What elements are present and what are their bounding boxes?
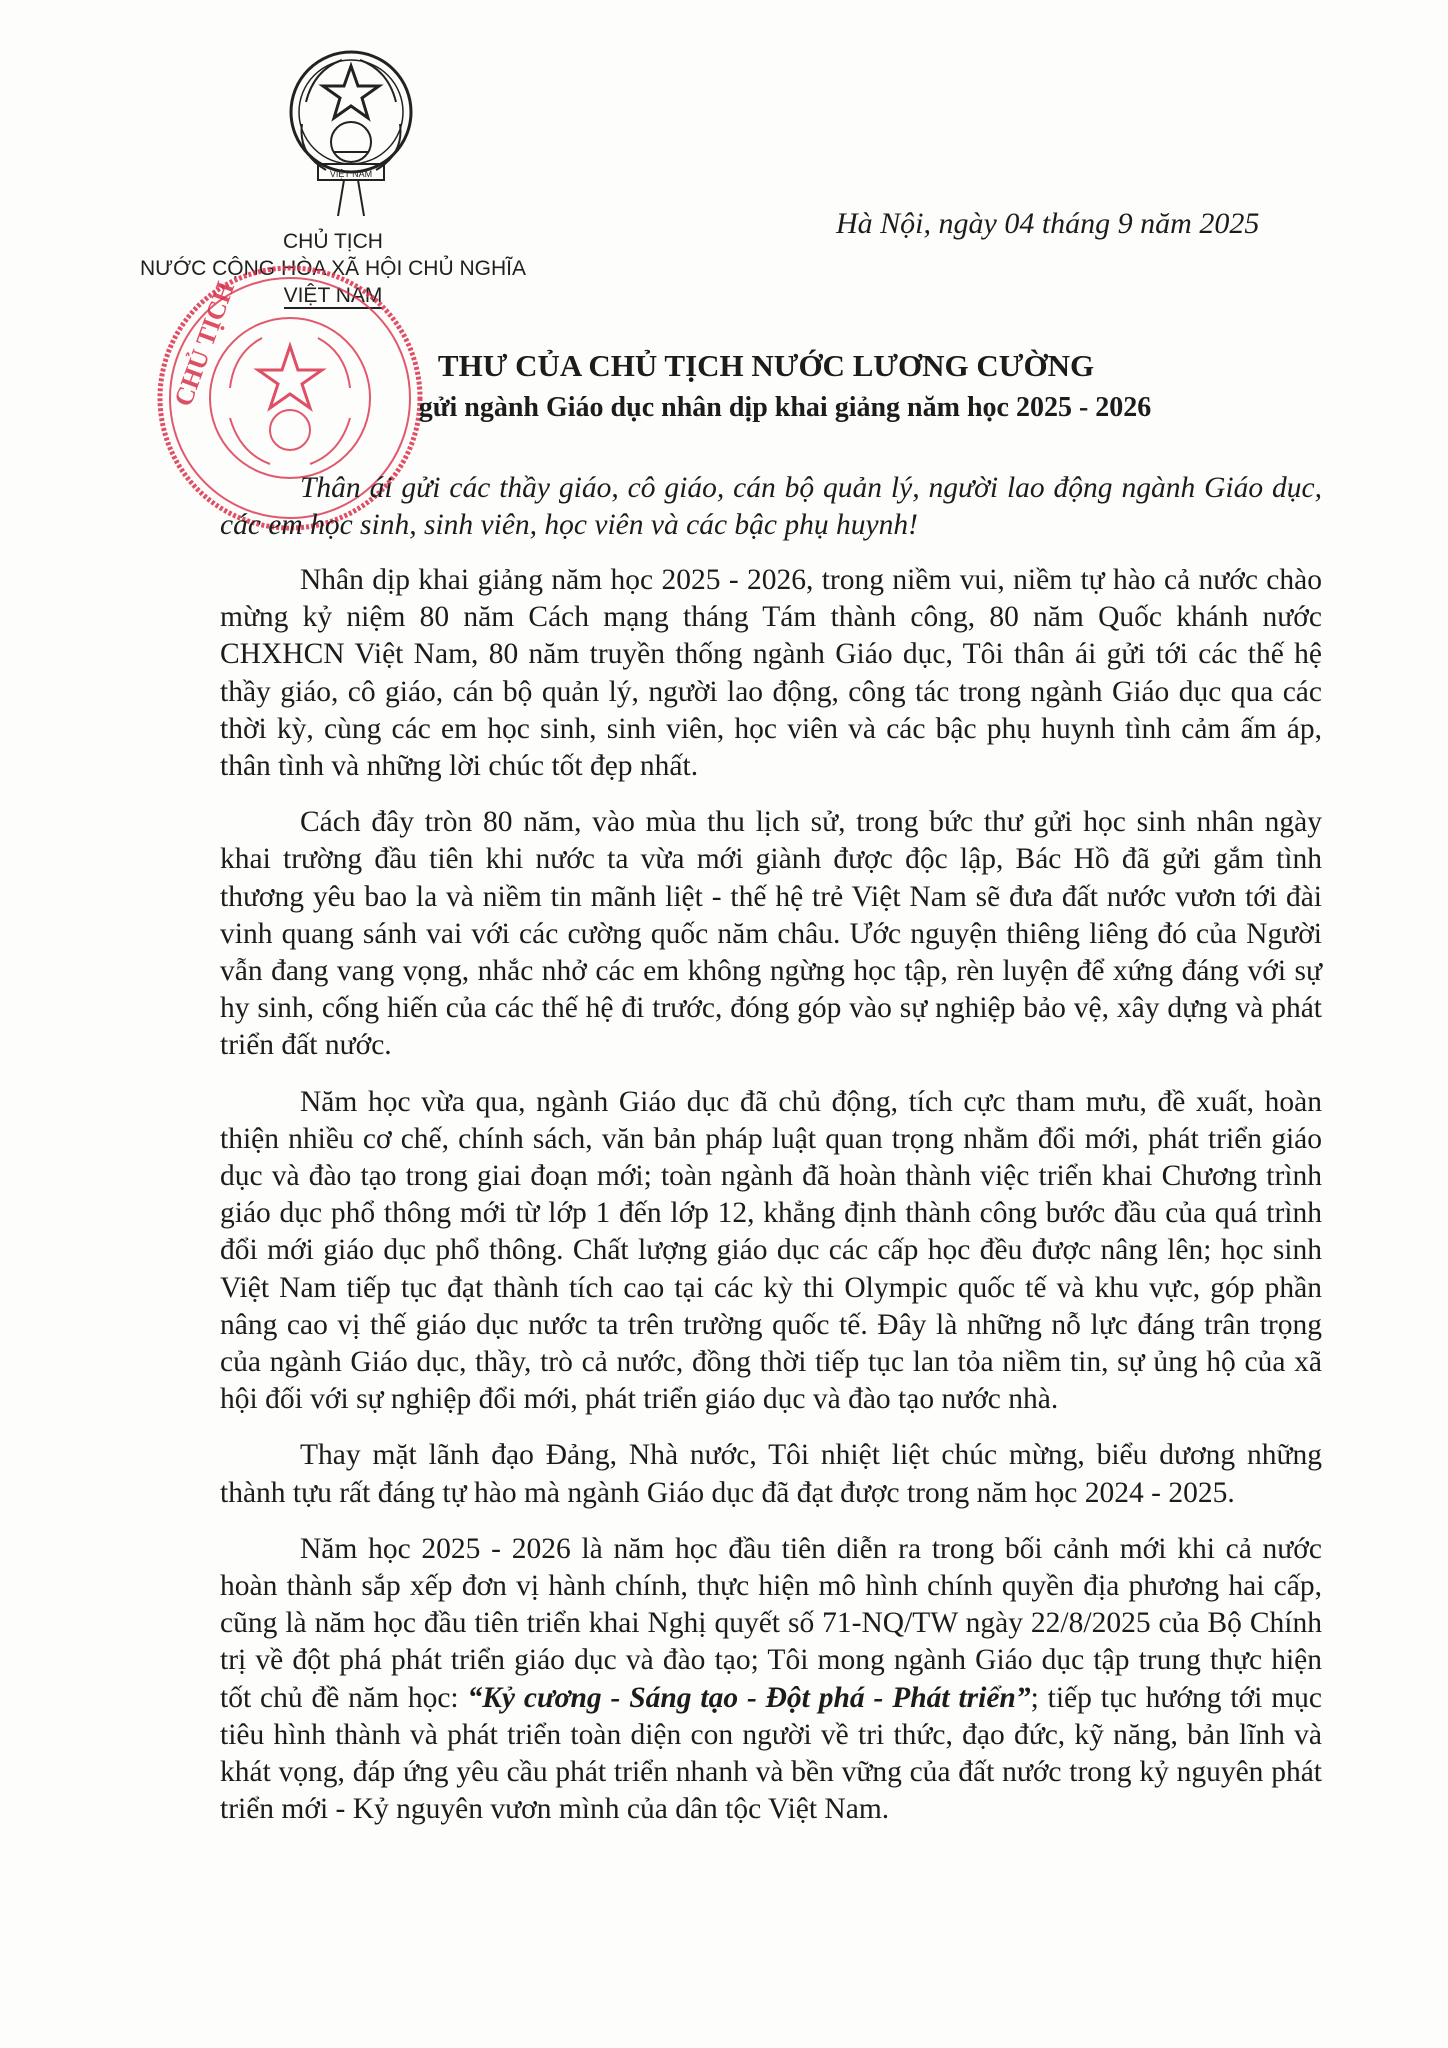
paragraph-5-part1: Năm học 2025 - 2026 là năm học đầu tiên diễn ra trong bối cảnh mới khi cả nước hoàn thành sắp xếp đơn vị hành chính, thực hiện mô hình chính quyền địa phương hai cấp, cũng là năm học đầu tiên triển khai Nghị quyết số 71-NQ/TW ngày 22/8/2025 của Bộ Chính trị về đột phá phát triển giáo dục và đào tạo; Tôi mong ngành Giáo dục tập trung thực hiện tốt chủ đề năm học: bbox=[220, 1532, 1322, 1714]
issuer-country: VIỆT NAM bbox=[283, 284, 383, 307]
letter-subtitle: gửi ngành Giáo dục nhân dịp khai giảng năm học 2025 - 2026 bbox=[418, 392, 1152, 423]
paragraph-1: Nhân dịp khai giảng năm học 2025 - 2026, trong niềm vui, niềm tự hào cả nước chào mừng kỷ niệm 80 năm Cách mạng tháng Tám thành công, 80 năm Quốc khánh nước CHXHCN Việt Nam, 80 năm truyền thống ngành Giáo dục, Tôi thân ái gửi tới các thế hệ thầy giáo, cô giáo, cán bộ quản lý, người lao động, công tác trong ngành Giáo dục qua các thời kỳ, cùng các em học sinh, sinh viên, học viên và các bậc phụ huynh tình cảm ấm áp, thân tình và những lời chúc tốt đẹp nhất. bbox=[220, 564, 1322, 783]
letter-body bbox=[220, 562, 1322, 1848]
paragraph-5-part2: ; tiếp tục hướng tới mục tiêu hình thành và phát triển toàn diện con người về tri thức, đạo đức, kỹ năng, bản lĩnh và khát vọng, đáp ứng yêu cầu phát triển nhanh và bền vững của đất nước trong kỷ nguyên phát triển mới - Kỷ nguyên vươn mình của dân tộc Việt Nam. bbox=[220, 1681, 1323, 1826]
paragraph-5 bbox=[220, 1531, 1322, 1829]
seal-text: CHỦ TỊCH bbox=[168, 277, 241, 411]
issuer-state-name: NƯỚC CỘNG HÒA XÃ HỘI CHỦ NGHĨA bbox=[140, 257, 526, 280]
place-date: Hà Nội, ngày 04 tháng 9 năm 2025 bbox=[836, 207, 1260, 240]
letter-title: THƯ CỦA CHỦ TỊCH NƯỚC LƯƠNG CƯỜNG bbox=[437, 348, 1095, 383]
paragraph-4: Thay mặt lãnh đạo Đảng, Nhà nước, Tôi nhiệt liệt chúc mừng, biểu dương những thành tựu rất đáng tự hào mà ngành Giáo dục đã đạt được trong năm học 2024 - 2025. bbox=[220, 1439, 1322, 1509]
paragraph-3: Năm học vừa qua, ngành Giáo dục đã chủ động, tích cực tham mưu, đề xuất, hoàn thiện nhiều cơ chế, chính sách, văn bản pháp luật quan trọng nhằm đổi mới, phát triển giáo dục và đào tạo trong giai đoạn mới; toàn ngành đã hoàn thành việc triển khai Chương trình giáo dục phổ thông mới từ lớp 1 đến lớp 12, khẳng định thành công bước đầu của quá trình đổi mới giáo dục phổ thông. Chất lượng giáo dục các cấp học đều được nâng lên; học sinh Việt Nam tiếp tục đạt thành tích cao tại các kỳ thi Olympic quốc tế và khu vực, góp phần nâng cao vị thế giáo dục nước ta trên trường quốc tế. Đây là những nỗ lực đáng trân trọng của ngành Giáo dục, thầy, trò cả nước, đồng thời tiếp tục lan tỏa niềm tin, sự ủng hộ của xã hội đối với sự nghiệp đổi mới, phát triển giáo dục và đào tạo nước nhà. bbox=[220, 1085, 1322, 1416]
salutation-text: Thân ái gửi các thầy giáo, cô giáo, cán bộ quản lý, người lao động ngành Giáo dục, các em học sinh, sinh viên, học viên và các bậc phụ huynh! bbox=[220, 472, 1322, 542]
emblem-ribbon-text: VIỆT NAM bbox=[329, 169, 373, 179]
school-year-theme: “Kỷ cương - Sáng tạo - Đột phá - Phát triển” bbox=[467, 1681, 1031, 1714]
national-emblem-icon bbox=[286, 44, 416, 222]
salutation bbox=[220, 470, 1322, 544]
paragraph-2: Cách đây tròn 80 năm, vào mùa thu lịch sử, trong bức thư gửi học sinh nhân ngày khai trường đầu tiên khi nước ta vừa mới giành được độc lập, Bác Hồ đã gửi gắm tình thương yêu bao la và niềm tin mãnh liệt - thế hệ trẻ Việt Nam sẽ đưa đất nước vươn tới đài vinh quang sánh vai với các cường quốc năm châu. Ước nguyện thiêng liêng đó của Người vẫn đang vang vọng, nhắc nhở các em không ngừng học tập, rèn luyện để xứng đáng với sự hy sinh, cống hiến của các thế hệ đi trước, đóng góp vào sự nghiệp bảo vệ, xây dựng và phát triển đất nước. bbox=[220, 806, 1322, 1062]
issuer-title: CHỦ TỊCH bbox=[283, 230, 383, 253]
